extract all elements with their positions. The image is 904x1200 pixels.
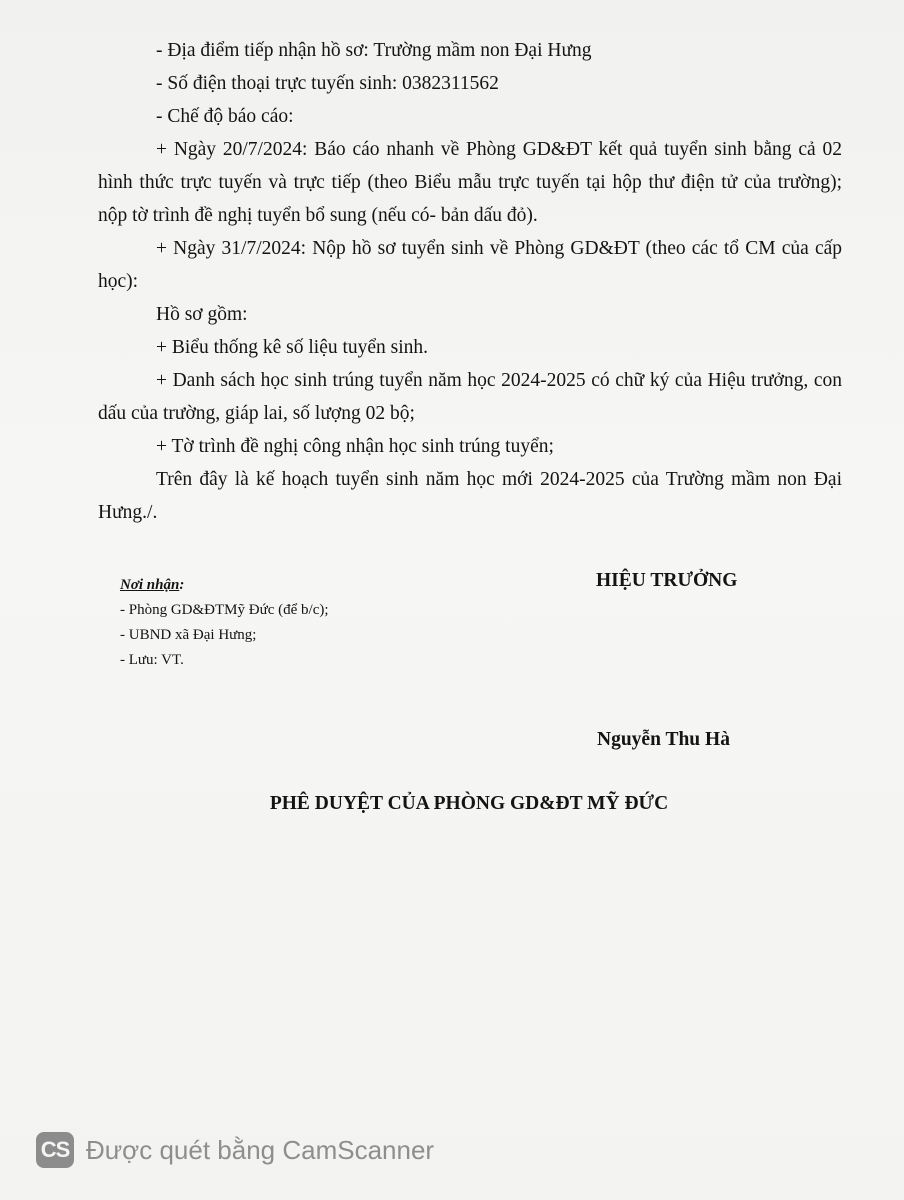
approval-heading: PHÊ DUYỆT CỦA PHÒNG GD&ĐT MỸ ĐỨC xyxy=(269,793,669,814)
recipient-item: - Lưu: VT. xyxy=(120,652,184,668)
body-line: - Địa điểm tiếp nhận hồ sơ: Trường mầm non Đại Hưng xyxy=(156,40,592,61)
body-line: Hồ sơ gồm: xyxy=(156,304,248,325)
recipient-item: - Phòng GD&ĐTMỹ Đức (để b/c); xyxy=(120,602,329,618)
camscanner-watermark xyxy=(36,1130,434,1170)
recipients-title xyxy=(120,573,329,598)
body-paragraph: + Ngày 20/7/2024: Báo cáo nhanh về Phòng GD&ĐT kết quả tuyển sinh bằng cả 02 hình thức trực tuyến và trực tiếp (theo Biểu mẫu trực tuyến tại hộp thư điện tử của trường); nộp tờ trình đề nghị tuyển bổ sung (nếu có- bản dấu đỏ). xyxy=(98,139,842,226)
recipients-title-colon: : xyxy=(179,577,185,593)
camscanner-logo-icon: CS xyxy=(36,1132,74,1168)
body-paragraph: + Ngày 31/7/2024: Nộp hồ sơ tuyển sinh về Phòng GD&ĐT (theo các tổ CM của cấp học): xyxy=(98,238,842,292)
recipients-title-label: Nơi nhận xyxy=(120,577,180,593)
signature-name: Nguyễn Thu Hà xyxy=(597,729,730,750)
signature-title: HIỆU TRƯỞNG xyxy=(596,570,738,591)
recipient-item: - UBND xã Đại Hưng; xyxy=(120,627,257,643)
body-line: + Biểu thống kê số liệu tuyển sinh. xyxy=(156,337,429,358)
camscanner-text: Được quét bằng CamScanner xyxy=(86,1134,435,1165)
body-paragraph: + Danh sách học sinh trúng tuyển năm học 2024-2025 có chữ ký của Hiệu trưởng, con dấu của trường, giáp lai, số lượng 02 bộ; xyxy=(98,370,842,424)
body-line: + Tờ trình đề nghị công nhận học sinh trúng tuyển; xyxy=(156,436,554,457)
document-body xyxy=(98,34,842,529)
recipients-block xyxy=(120,573,329,673)
body-line: - Số điện thoại trực tuyến sinh: 0382311562 xyxy=(156,73,499,94)
body-paragraph: Trên đây là kế hoạch tuyển sinh năm học mới 2024-2025 của Trường mầm non Đại Hưng./. xyxy=(98,469,842,523)
body-line: - Chế độ báo cáo: xyxy=(156,106,294,127)
